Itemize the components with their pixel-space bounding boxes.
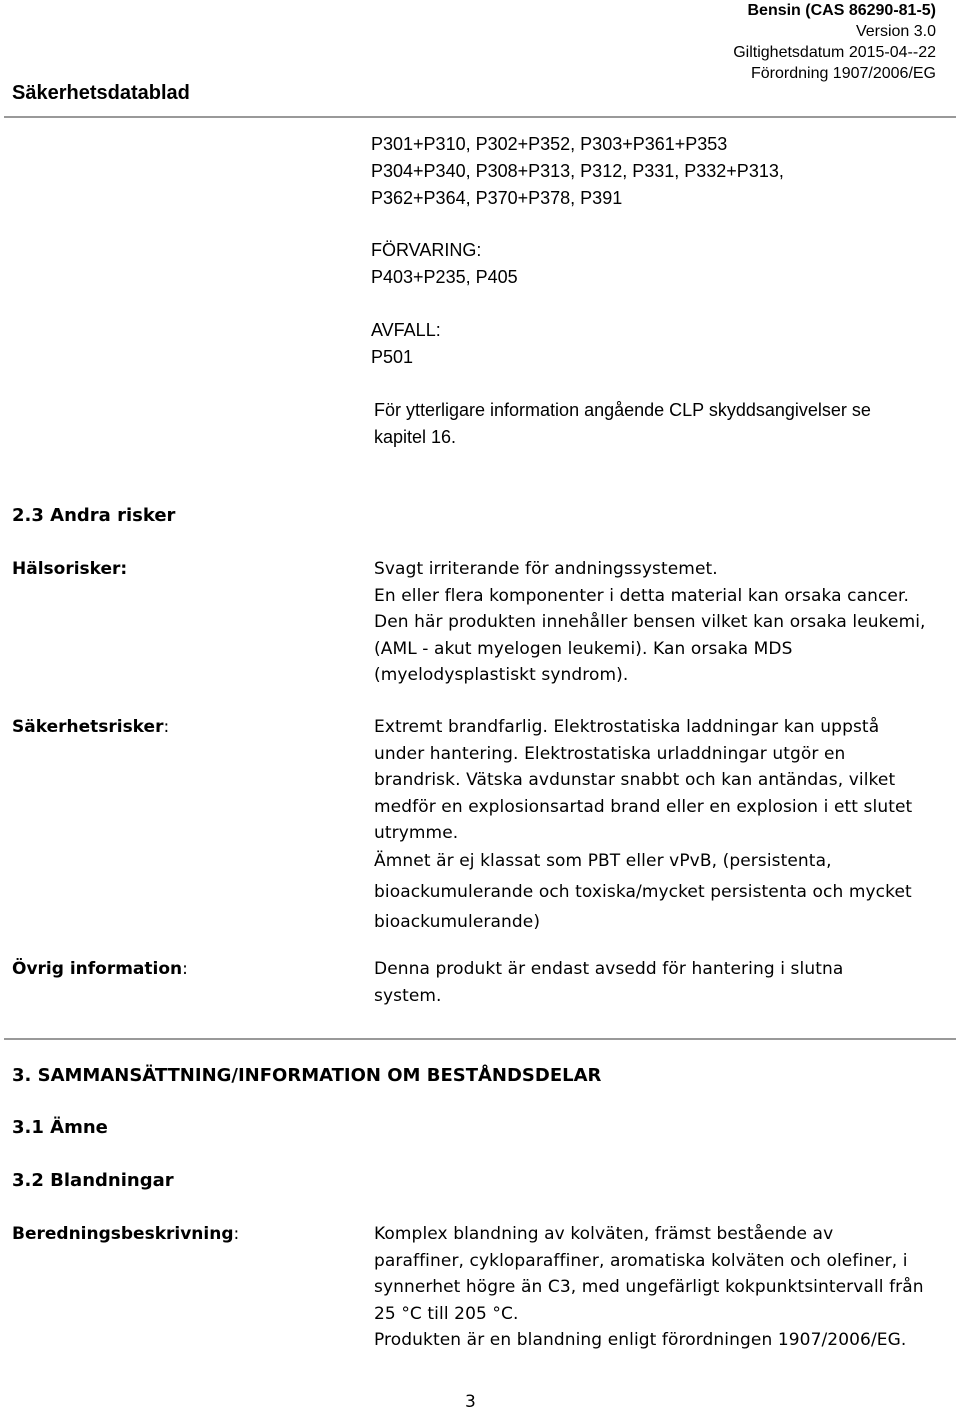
document-title: Säkerhetsdatablad [12, 82, 190, 104]
safety-label: Säkerhetsrisker: [12, 717, 170, 737]
preparation-line: 25 °C till 205 °C. [374, 1303, 519, 1324]
pbt-line: bioackumulerande och toxiska/mycket persistenta och mycket [374, 881, 912, 902]
health-line: (AML - akut myelogen leukemi). Kan orsaka MDS [374, 638, 793, 659]
section-divider [4, 1038, 956, 1040]
health-label: Hälsorisker: [12, 559, 128, 579]
other-info-text [374, 956, 843, 1009]
product-name: Bensin (CAS 86290-81-5) [747, 2, 936, 19]
health-line: Svagt irriterande för andningssystemet. [374, 559, 718, 579]
preparation-text [374, 1221, 924, 1354]
precaution-code-line: P362+P364, P370+P378, P391 [371, 188, 623, 208]
header-divider [4, 116, 956, 118]
preparation-line: Produkten är en blandning enligt förordningen 1907/2006/EG. [374, 1330, 907, 1350]
section-3-2-heading: 3.2 Blandningar [12, 1170, 174, 1191]
preparation-label: Beredningsbeskrivning: [12, 1224, 240, 1244]
storage-codes: P403+P235, P405 [371, 267, 518, 287]
pbt-line: bioackumulerande) [374, 912, 541, 932]
regulation: Förordning 1907/2006/EG [750, 65, 936, 82]
version: Version 3.0 [855, 23, 936, 40]
preparation-line: synnerhet högre än C3, med ungefärligt kokpunktsintervall från [374, 1277, 924, 1297]
header-block [733, 0, 936, 84]
health-line: (myelodysplastiskt syndrom). [374, 665, 629, 685]
safety-line: utrymme. [374, 823, 459, 843]
clp-note-line: För ytterligare information angående CLP skyddsangivelser se [374, 400, 871, 420]
other-info-line: system. [374, 985, 442, 1006]
health-line: Den här produkten innehåller bensen vilket kan orsaka leukemi, [374, 612, 926, 632]
other-info-line: Denna produkt är endast avsedd för hantering i slutna [374, 959, 844, 979]
precaution-code-line: P301+P310, P302+P352, P303+P361+P353 [371, 134, 728, 154]
health-line: En eller flera komponenter i detta material kan orsaka cancer. [374, 585, 910, 606]
page-number: 3 [465, 1392, 476, 1412]
section-3-heading: 3. SAMMANSÄTTNING/INFORMATION OM BESTÅNDSDELAR [12, 1065, 602, 1086]
safety-line: medför en explosionsartad brand eller en explosion i ett slutet [374, 796, 913, 817]
safety-line: under hantering. Elektrostatiska urladdningar utgör en [374, 743, 846, 764]
safety-line: brandrisk. Vätska avdunstar snabbt och kan antändas, vilket [374, 770, 896, 790]
preparation-line: Komplex blandning av kolväten, främst bestående av [374, 1224, 834, 1244]
disposal-label: AVFALL: [371, 320, 441, 340]
preparation-line: paraffiner, cykloparaffiner, aromatiska kolväten och olefiner, i [374, 1250, 908, 1271]
health-text [374, 556, 926, 689]
clp-note [374, 397, 871, 451]
pbt-line: Ämnet är ej klassat som PBT eller vPvB, (persistenta, [374, 851, 832, 871]
pbt-text [374, 846, 912, 938]
storage-block [371, 237, 518, 291]
safety-line: Extremt brandfarlig. Elektrostatiska laddningar kan uppstå [374, 717, 880, 737]
validity-date: Giltighetsdatum 2015-04--22 [733, 44, 936, 61]
section-2-3-heading: 2.3 Andra risker [12, 505, 176, 526]
other-info-label: Övrig information: [12, 959, 188, 979]
storage-label: FÖRVARING: [371, 240, 482, 260]
disposal-codes: P501 [371, 347, 414, 367]
precaution-code-line: P304+P340, P308+P313, P312, P331, P332+P313, [371, 161, 784, 181]
safety-text [374, 714, 912, 847]
clp-note-line: kapitel 16. [374, 427, 457, 447]
section-3-1-heading: 3.1 Ämne [12, 1117, 108, 1138]
disposal-block [371, 317, 441, 371]
precaution-codes [371, 131, 784, 212]
